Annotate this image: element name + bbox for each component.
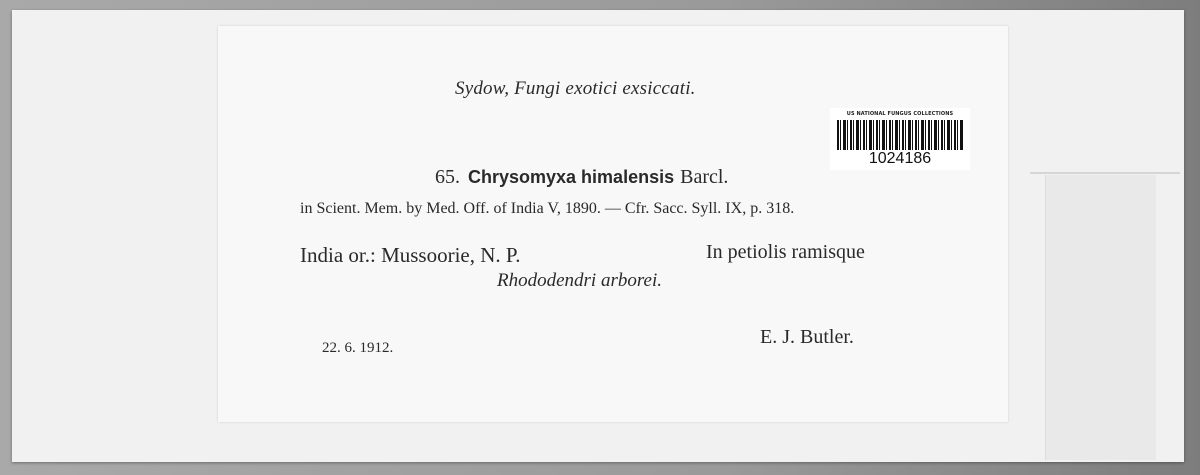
literature-reference: in Scient. Mem. by Med. Off. of India V, 1890. — Cfr. Sacc. Syll. IX, p. 318.: [300, 200, 795, 217]
species-name: Chrysomyxa himalensis: [468, 167, 675, 187]
collection-date: 22. 6. 1912.: [322, 340, 394, 356]
barcode-bars: [837, 120, 963, 150]
series-title: Sydow, Fungi exotici exsiccati.: [455, 78, 696, 99]
barcode-header: US NATIONAL FUNGUS COLLECTIONS: [846, 111, 954, 117]
envelope-right-flap: [1045, 175, 1156, 460]
specimen-number: 65.: [435, 166, 460, 188]
locality: India or.: Mussoorie, N. P.: [300, 243, 521, 267]
collector-name: E. J. Butler.: [760, 326, 854, 348]
envelope-flap-edge: [1030, 172, 1180, 174]
barcode-number: 1024186: [868, 150, 932, 167]
species-author: Barcl.: [680, 166, 729, 188]
species-line: [435, 166, 728, 189]
substrate-line-2: Rhododendri arborei.: [497, 270, 663, 291]
barcode-label: [830, 108, 970, 170]
substrate-line-1: In petiolis ramisque: [706, 241, 865, 263]
